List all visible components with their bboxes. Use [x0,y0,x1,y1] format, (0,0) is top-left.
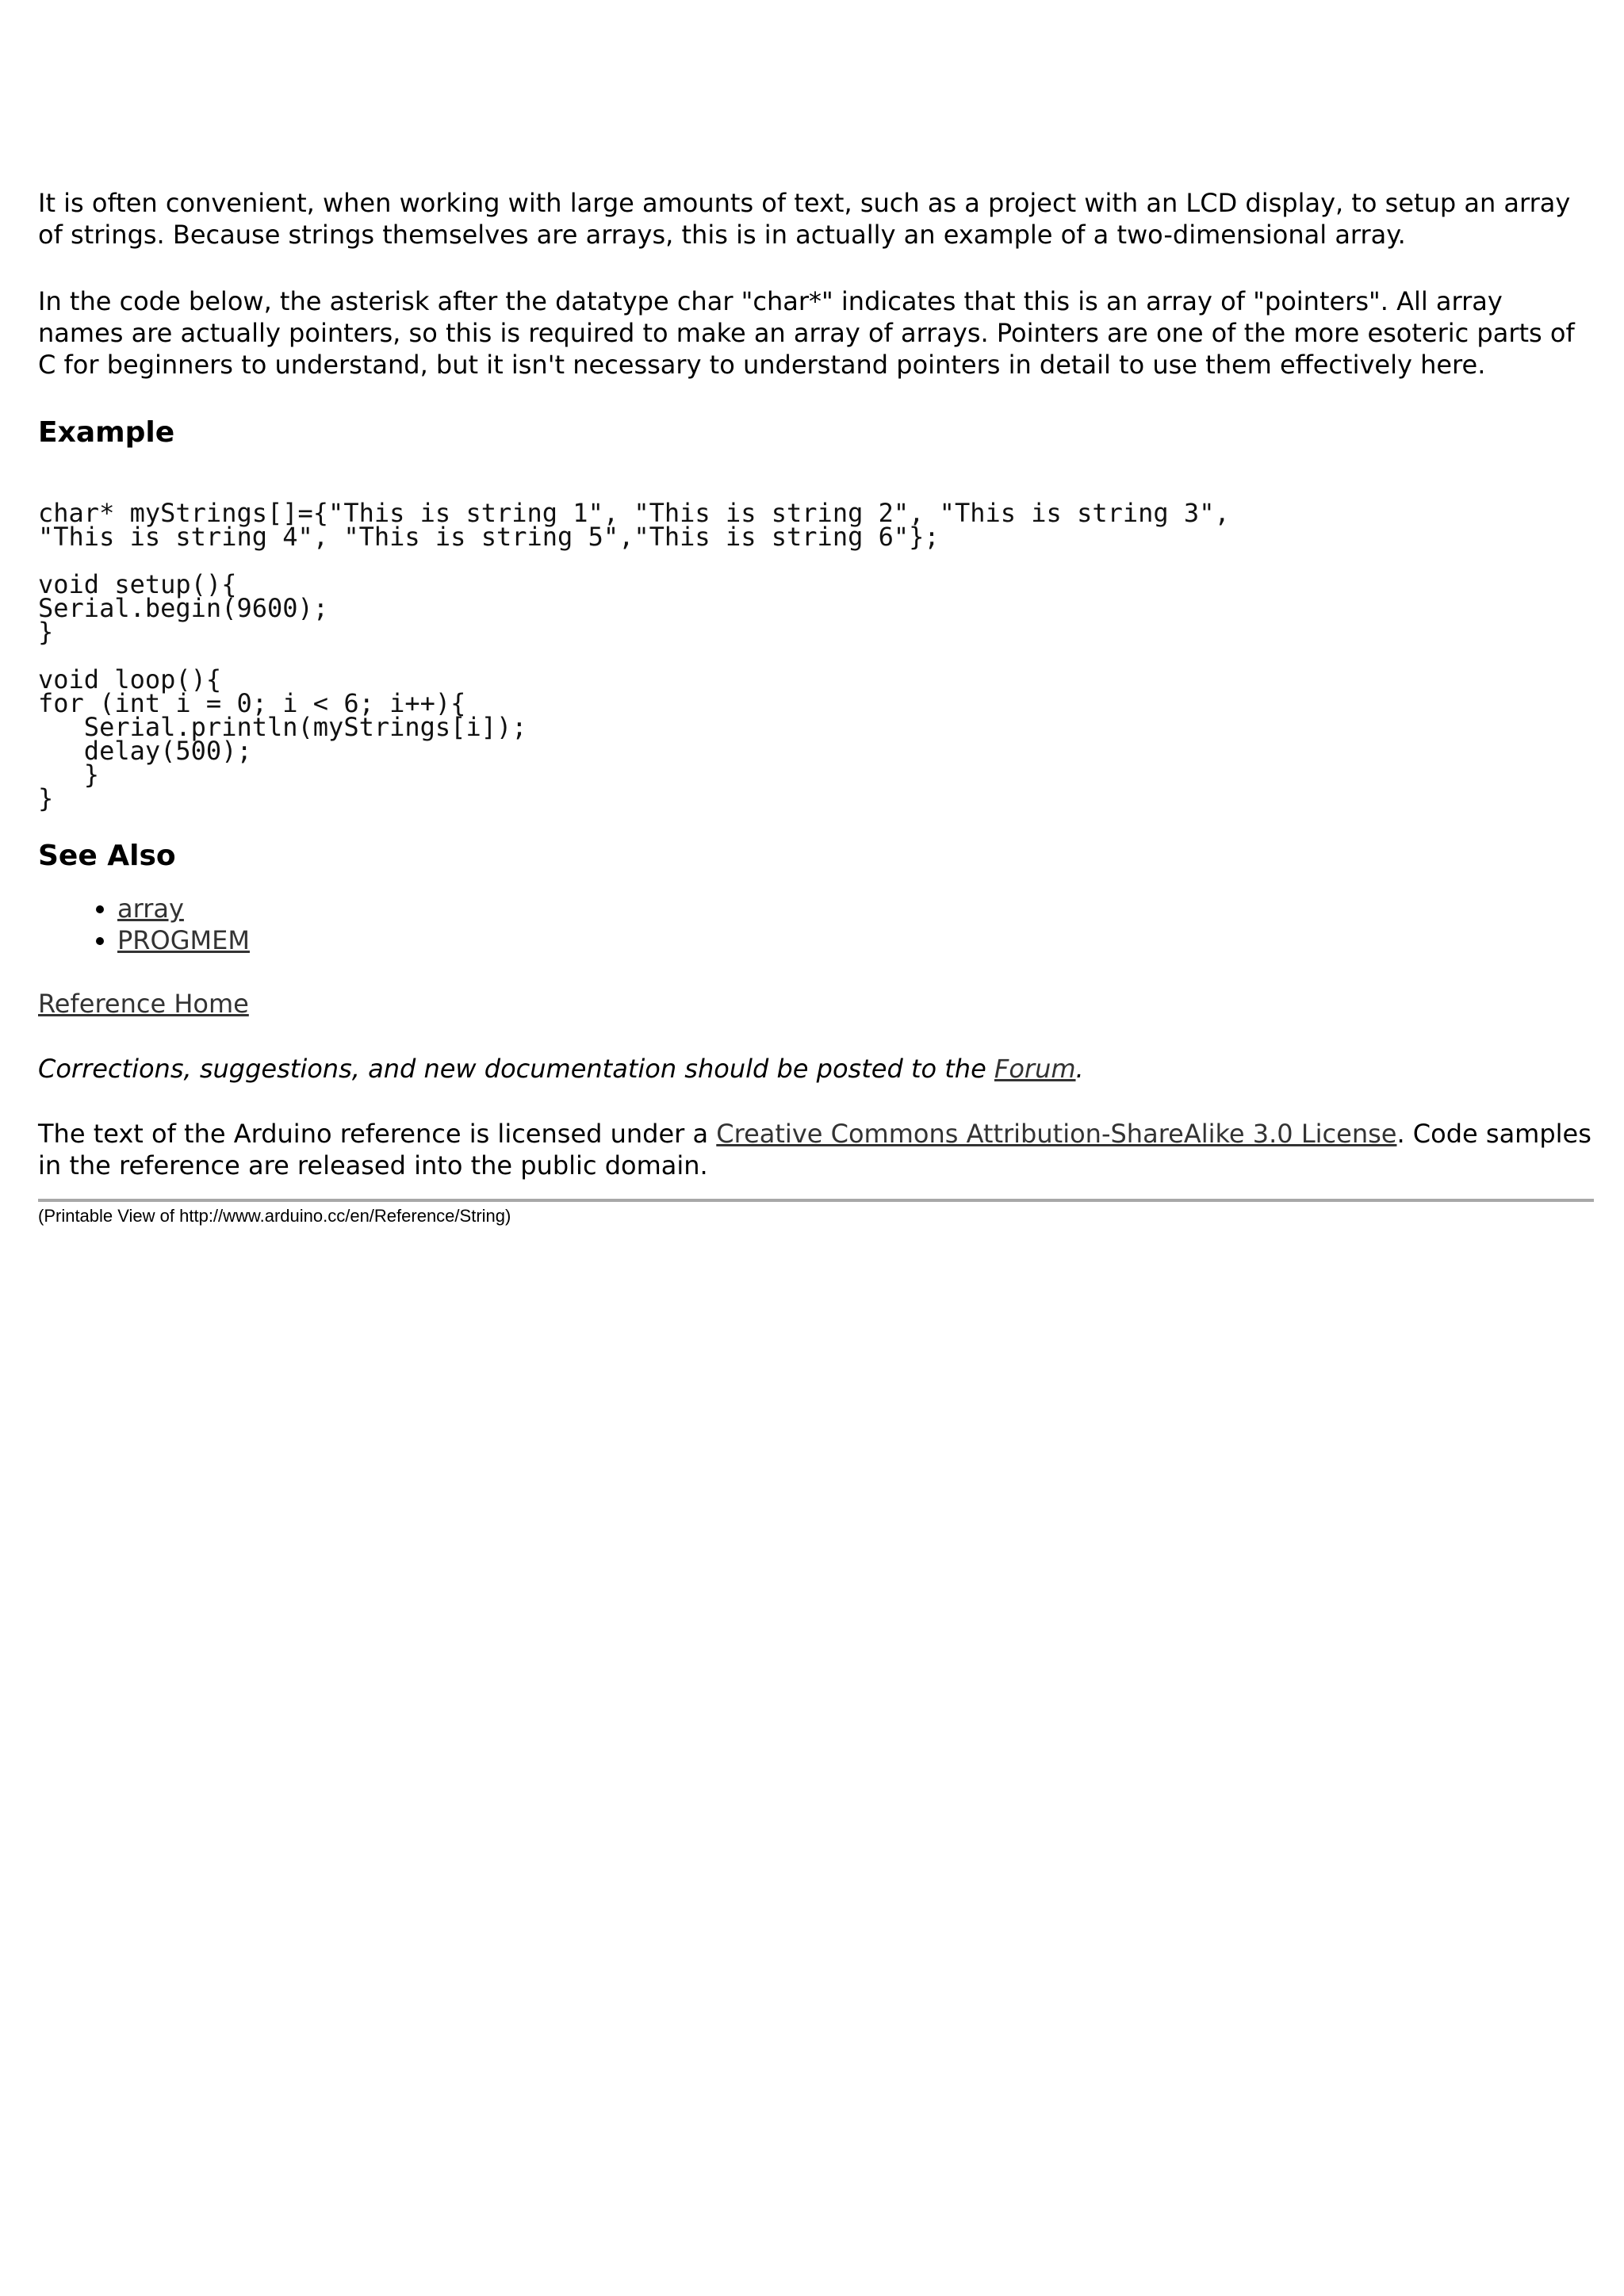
code-block-loop: void loop(){ for (int i = 0; i < 6; i++){ Serial.println(myStrings[i]); delay(500); } } [38,664,527,813]
license-link[interactable]: Creative Commons Attribution-ShareAlike 3.0 License [716,1119,1397,1149]
see-also-link-array[interactable]: array [117,894,184,924]
license-text-after: . Code samples in the reference are released into the public domain. [38,1119,1591,1181]
list-item [117,924,1594,956]
see-also-link-progmem[interactable]: PROGMEM [117,925,250,955]
footer-divider [38,1199,1594,1202]
see-also-list [38,893,1594,956]
document-page [38,187,1594,1227]
code-block-strings-array: char* myStrings[]={"This is string 1", "This is string 2", "This is string 3", "This is string 4", "This is string 5","This is string 6"}; [38,498,1230,552]
intro-paragraph-1: It is often convenient, when working with large amounts of text, such as a project with an LCD display, to setup an array of strings. Because strings themselves are arrays, this is in actually an example of a two-dimensional array. [38,188,1571,250]
corrections-note [38,1053,1594,1085]
license-note [38,1118,1594,1181]
see-also-heading: See Also [38,840,176,872]
corrections-period: . [1075,1054,1084,1084]
printable-view-note: (Printable View of http://www.arduino.cc/en/Reference/String) [38,1206,511,1226]
forum-link[interactable]: Forum [994,1054,1076,1084]
reference-home-link[interactable]: Reference Home [38,989,249,1019]
intro-paragraph-2: In the code below, the asterisk after the datatype char "char*" indicates that this is an array of "pointers". All array names are actually pointers, so this is required to make an array of arrays. Pointers are one of the more esoteric parts of C for beginners to understand, but it isn't necessary to understand pointers in detail to use them effectively here. [38,286,1575,380]
list-item [117,893,1594,924]
corrections-text: Corrections, suggestions, and new documentation should be posted to the [38,1054,994,1084]
example-heading: Example [38,416,175,449]
license-text-before: The text of the Arduino reference is licensed under a [38,1119,717,1149]
code-block-setup: void setup(){ Serial.begin(9600); } [38,569,329,647]
reference-home-line [38,988,1594,1020]
